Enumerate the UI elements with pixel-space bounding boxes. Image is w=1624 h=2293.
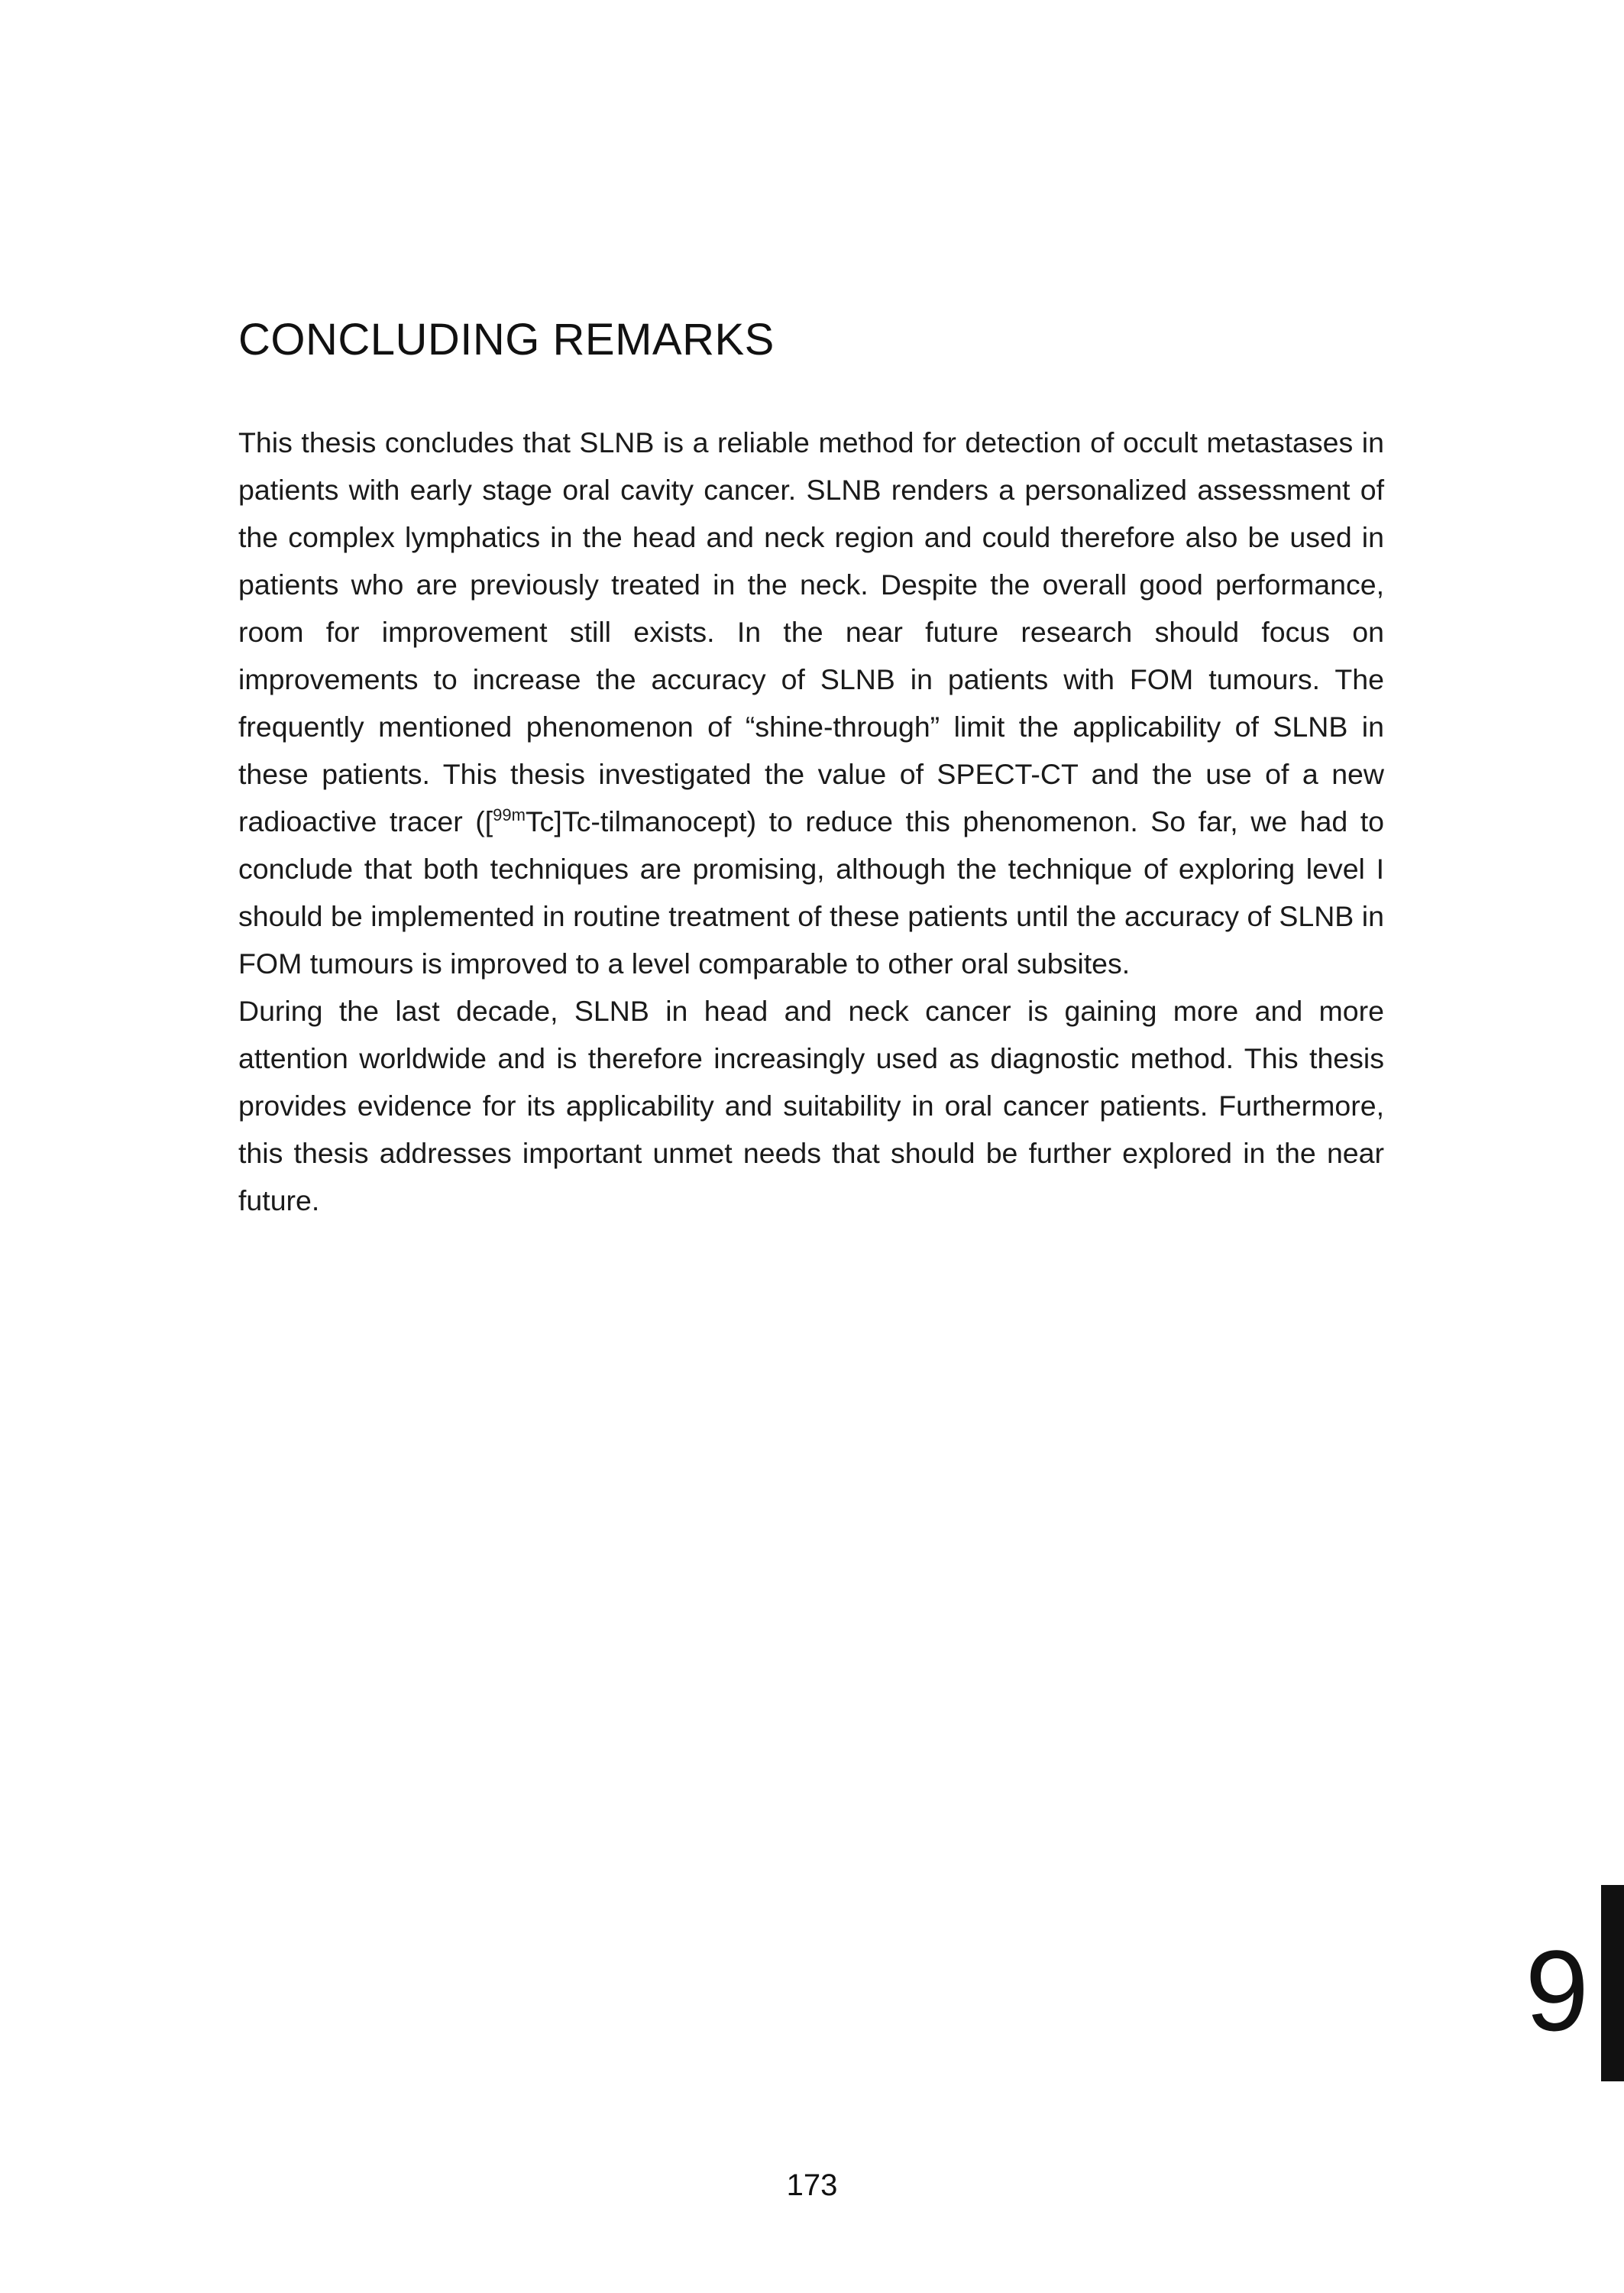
chapter-number: 9: [1525, 1926, 1589, 2055]
paragraph-1-text-b: Tc]Tc-tilmanocept) to reduce this phenomenon. So far, we had to conclude that both techniques are promising, although the technique of exploring level I should be implemented in routine treatment of these patients until the accuracy of SLNB in FOM tumours is improved to a level comparable to other oral subsites.: [238, 805, 1384, 980]
isotope-superscript: 99m: [493, 805, 526, 824]
chapter-tab-bar: [1601, 1885, 1624, 2081]
body-text: [238, 419, 1384, 1224]
paragraph-2: During the last decade, SLNB in head and neck cancer is gaining more and more attention worldwide and is therefore increasingly used as diagnostic method. This thesis provides evidence for its applicability and suitability in oral cancer patients. Furthermore, this thesis addresses important unmet needs that should be further explored in the near future.: [238, 995, 1384, 1216]
page-number: 173: [786, 2168, 838, 2202]
paragraph-1-text-a: This thesis concludes that SLNB is a reliable method for detection of occult metastases in patients with early stage oral cavity cancer. SLNB renders a personalized assessment of the complex lymphatics in the head and neck region and could therefore also be used in patients who are previously treated in the neck. Despite the overall good performance, room for improvement still exists. In the near future research should focus on improvements to increase the accuracy of SLNB in patients with FOM tumours. The frequently mentioned phenomenon of “shine-through” limit the applicability of SLNB in these patients. This thesis investigated the value of SPECT-CT and the use of a new radioactive tracer ([: [238, 426, 1384, 837]
section-heading: CONCLUDING REMARKS: [238, 315, 775, 364]
paragraph-1: [238, 419, 1384, 987]
